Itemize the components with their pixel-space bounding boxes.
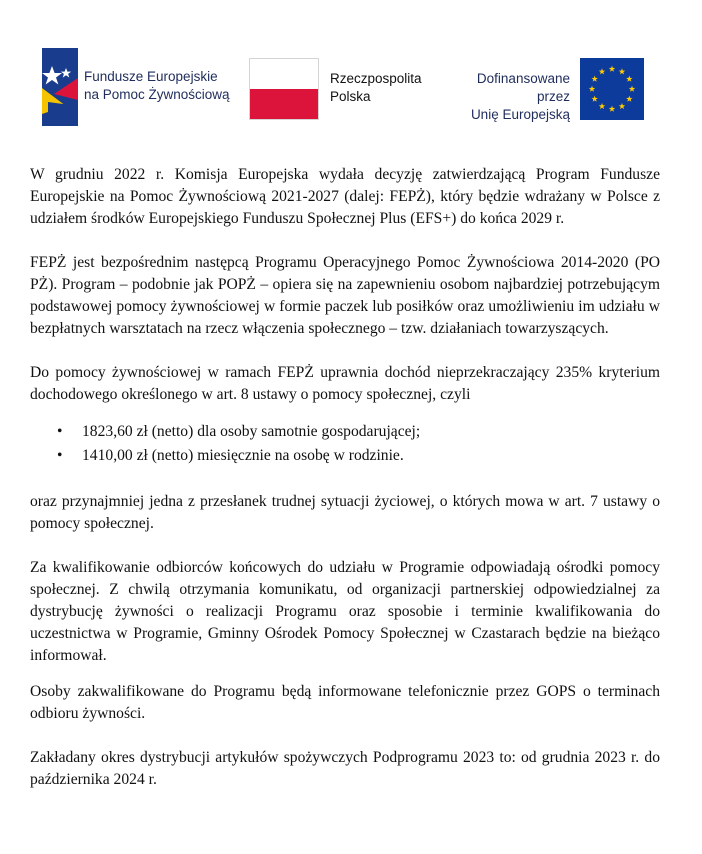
paragraph-distribution-period: Zakładany okres dystrybucji artykułów spożywczych Podprogramu 2023 to: od grudnia 2023 r. do października 2024 r. — [30, 749, 660, 788]
paragraph-difficult-situation: oraz przynajmniej jedna z przesłanek trudnej sytuacji życiowej, o których mowa w art. 7 ustawy o pomocy społecznej. — [30, 493, 660, 532]
fepz-logo-text — [84, 68, 230, 104]
document-body — [30, 164, 660, 791]
polish-flag-icon — [249, 58, 319, 120]
paragraph-fepz-successor: FEPŻ jest bezpośrednim następcą Programu Operacyjnego Pomoc Żywnościowa 2014-2020 (PO PŻ). Program – podobnie jak POPŻ – opiera się na zapewnieniu osobom najbardziej potrzebującym podstawowej pomocy żywnościowej w formie paczek lub posiłków oraz umożliwieniu im udziału w bezpłatnych warsztatach na rzecz włączenia społecznego – tzw. działaniach towarzyszących. — [30, 254, 660, 337]
eu-star-icon — [619, 68, 625, 74]
paragraph-income-criterion: Do pomocy żywnościowej w ramach FEPŻ uprawnia dochód nieprzekraczający 235% kryterium dochodowego określonego w art. 8 ustawy o pomocy społecznej, czyli — [30, 364, 660, 403]
eu-logo-line2: Unię Europejską — [470, 107, 570, 122]
fepz-logo-icon — [42, 48, 78, 126]
eu-star-icon — [599, 68, 605, 74]
list-item — [30, 444, 660, 468]
rp-logo-line2: Polska — [330, 89, 371, 104]
list-item-text: 1823,60 zł (netto) dla osoby samotnie gospodarującej; — [82, 423, 421, 440]
rp-logo-text — [330, 70, 422, 106]
logo-header — [0, 0, 702, 140]
fepz-logo-line1: Fundusze Europejskie — [84, 69, 218, 84]
eu-star-icon — [626, 96, 632, 102]
fepz-logo-line2: na Pomoc Żywnościową — [84, 87, 230, 102]
eu-flag-icon — [580, 58, 644, 120]
paragraph-phone-notification: Osoby zakwalifikowane do Programu będą informowane telefonicznie przez GOPS o terminach odbioru żywności. — [30, 683, 660, 722]
bullet-icon: • — [57, 447, 63, 464]
income-limits-list — [30, 420, 660, 468]
eu-star-icon — [619, 103, 625, 109]
eu-logo-text — [444, 70, 570, 124]
eu-logo-line1: Dofinansowane przez — [476, 71, 570, 104]
eu-star-icon — [599, 103, 605, 109]
eu-star-icon — [591, 76, 597, 82]
eu-star-icon — [589, 86, 595, 92]
eu-star-icon — [626, 76, 632, 82]
rp-logo-line1: Rzeczpospolita — [330, 71, 422, 86]
eu-star-icon — [609, 106, 615, 112]
list-item-text: 1410,00 zł (netto) miesięcznie na osobę w rodzinie. — [82, 447, 404, 464]
list-item — [30, 420, 660, 444]
bullet-icon: • — [57, 423, 63, 440]
paragraph-qualification: Za kwalifikowanie odbiorców końcowych do udziału w Programie odpowiadają ośrodki pomocy społecznej. Z chwilą otrzymania komunikatu, od organizacji partnerskiej odpowiedzialnej za dystrybucję żywności o realizacji Programu oraz sposobie i terminie kwalifikowania do uczestnictwa w Programie, Gminny Ośrodek Pomocy Społecznej w Czastarach będzie na bieżąco informował. — [30, 559, 660, 664]
eu-star-icon — [629, 86, 635, 92]
eu-star-icon — [591, 96, 597, 102]
paragraph-fepz-decision: W grudniu 2022 r. Komisja Europejska wydała decyzję zatwierdzającą Program Fundusze Europejskie na Pomoc Żywnościową 2021-2027 (dalej: FEPŻ), który będzie wdrażany w Polsce z udziałem środków Europejskiego Funduszu Społecznej Plus (EFS+) do końca 2029 r. — [30, 166, 660, 227]
eu-star-icon — [609, 66, 615, 72]
